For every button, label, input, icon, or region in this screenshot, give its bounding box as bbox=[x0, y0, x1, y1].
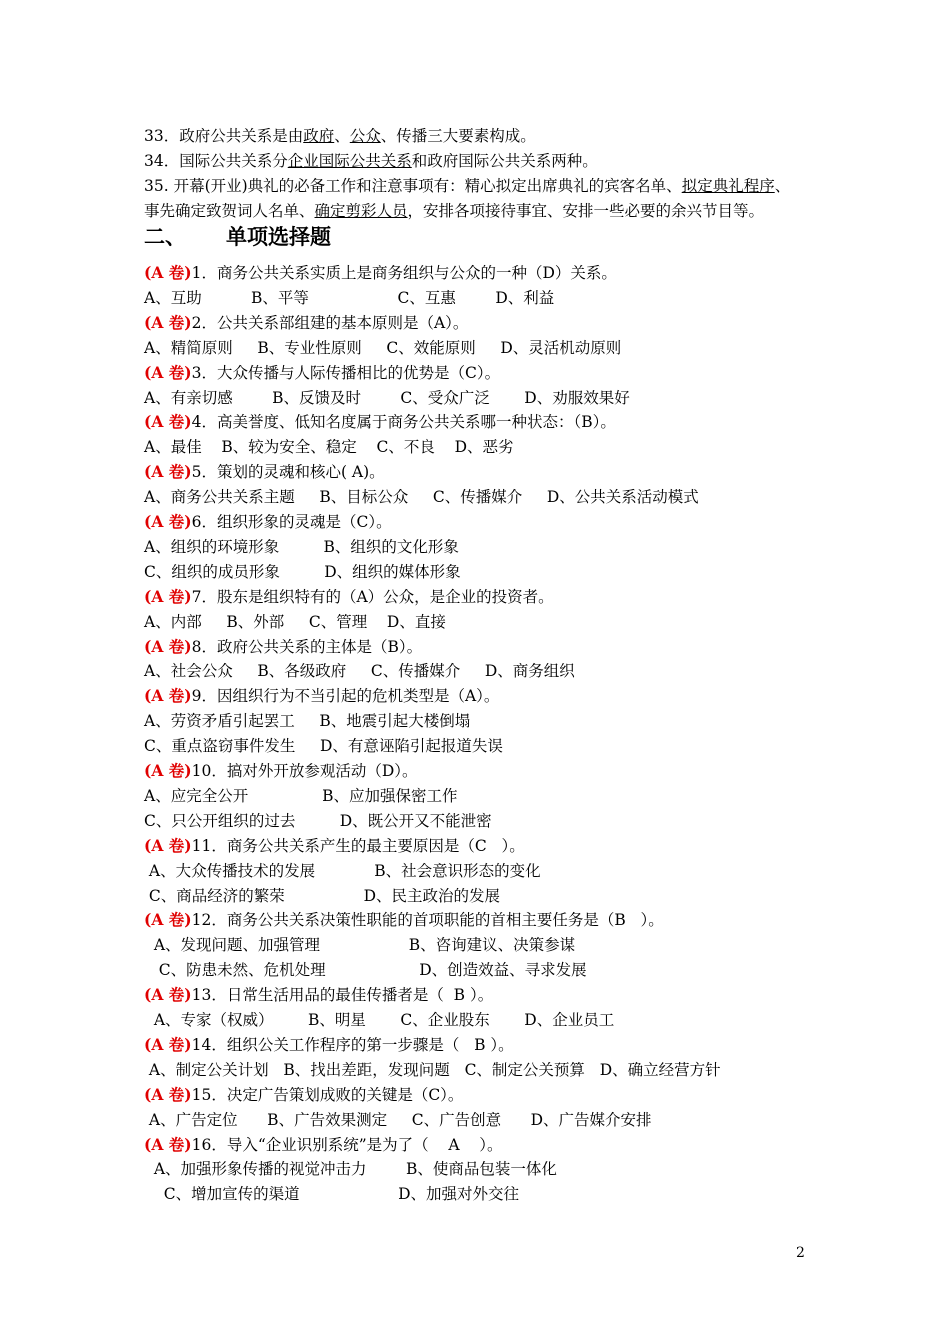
question-35-line1 bbox=[144, 174, 790, 198]
question-line bbox=[144, 908, 664, 932]
option-text: C、只公开组织的过去 D、既公开又不能泄密 bbox=[144, 811, 492, 830]
underlined-answer: 政府 bbox=[303, 127, 335, 145]
question-line bbox=[144, 684, 499, 708]
option-line bbox=[144, 1182, 519, 1206]
question-line bbox=[144, 834, 525, 858]
question-line bbox=[144, 510, 392, 534]
paper-tag: (A 卷) bbox=[144, 512, 192, 531]
page-number: 2 bbox=[796, 1245, 805, 1261]
option-text: A、发现问题、加强管理 B、咨询建议、决策参谋 bbox=[144, 936, 576, 955]
option-text: A、劳资矛盾引起罢工 B、地震引起大楼倒塌 bbox=[144, 712, 471, 731]
text: 、传播三大要素构成。 bbox=[380, 127, 536, 145]
question-line bbox=[144, 759, 418, 783]
option-text: A、应完全公开 B、应加强保密工作 bbox=[144, 786, 458, 805]
question-text: 8．政府公共关系的主体是（B）。 bbox=[191, 637, 423, 656]
question-text: 13．日常生活用品的最佳传播者是（ B ）。 bbox=[191, 986, 494, 1005]
option-line bbox=[144, 386, 630, 410]
option-line bbox=[144, 1058, 721, 1082]
paper-tag: (A 卷) bbox=[144, 462, 192, 482]
paper-tag: (A 卷) bbox=[144, 412, 192, 432]
question-line bbox=[144, 261, 617, 285]
option-line bbox=[144, 435, 514, 459]
paper-tag: (A 卷) bbox=[144, 362, 192, 382]
option-text: A、内部 B、外部 C、管理 D、直接 bbox=[144, 612, 446, 631]
question-line bbox=[144, 635, 422, 659]
option-line bbox=[144, 1157, 557, 1181]
paper-tag: (A 卷) bbox=[144, 910, 192, 930]
paper-tag: (A 卷) bbox=[144, 312, 192, 332]
option-text: A、精简原则 B、专业性原则 C、效能原则 D、灵活机动原则 bbox=[144, 338, 622, 357]
paper-tag: (A 卷) bbox=[144, 761, 192, 780]
section-heading bbox=[144, 222, 331, 252]
paper-tag: (A 卷) bbox=[144, 636, 192, 656]
paper-tag: (A 卷) bbox=[144, 835, 192, 855]
option-text: A、社会公众 B、各级政府 C、传播媒介 D、商务组织 bbox=[144, 662, 575, 681]
question-text: 11．商务公共关系产生的最主要原因是（C ）。 bbox=[191, 836, 525, 855]
option-text: A、制定公关计划 B、找出差距，发现问题 C、制定公关预算 D、确立经营方针 bbox=[144, 1060, 721, 1079]
question-line bbox=[144, 361, 500, 385]
option-text: A、大众传播技术的发展 B、社会意识形态的变化 bbox=[144, 861, 541, 880]
question-line bbox=[144, 1083, 463, 1107]
option-line bbox=[144, 784, 458, 808]
paper-tag: (A 卷) bbox=[144, 263, 192, 282]
option-text: C、商品经济的繁荣 D、民主政治的发展 bbox=[144, 886, 501, 905]
question-text: 12．商务公共关系决策性职能的首项职能的首相主要任务是（B ）。 bbox=[191, 911, 664, 930]
question-text: 9．因组织行为不当引起的危机类型是（A）。 bbox=[191, 687, 500, 706]
question-line bbox=[144, 410, 616, 434]
option-text: C、重点盗窃事件发生 D、有意诬陷引起报道失误 bbox=[144, 737, 503, 756]
option-text: A、最佳 B、较为安全、稳定 C、不良 D、恶劣 bbox=[144, 438, 514, 457]
text: 34．国际公共关系分 bbox=[144, 152, 288, 170]
option-line bbox=[144, 286, 554, 310]
option-line bbox=[144, 659, 575, 683]
option-line bbox=[144, 734, 503, 758]
option-text: A、商务公共关系主题 B、目标公众 C、传播媒介 D、公共关系活动模式 bbox=[144, 488, 699, 507]
option-line bbox=[144, 884, 500, 908]
question-line bbox=[144, 311, 468, 335]
paper-tag: (A 卷) bbox=[144, 586, 192, 606]
underlined-answer: 企业国际公共关系 bbox=[287, 152, 412, 170]
option-line bbox=[144, 535, 459, 559]
question-text: 14．组织公关工作程序的第一步骤是（ B ）。 bbox=[191, 1035, 514, 1054]
option-line bbox=[144, 933, 575, 957]
question-33 bbox=[144, 124, 536, 148]
option-line bbox=[144, 1108, 652, 1132]
text: 35. 开幕(开业)典礼的必备工作和注意事项有：精心拟定出席典礼的宾客名单、 bbox=[144, 177, 682, 195]
question-line bbox=[144, 460, 385, 484]
text: ，安排各项接待事宜、安排一些必要的余兴节目等。 bbox=[407, 202, 765, 220]
section-number: 二、 bbox=[144, 225, 186, 249]
question-line bbox=[144, 1133, 503, 1157]
question-line bbox=[144, 585, 554, 609]
option-line bbox=[144, 809, 492, 833]
option-line bbox=[144, 336, 621, 360]
question-text: 1．商务公共关系实质上是商务组织与公众的一种（D）关系。 bbox=[191, 264, 617, 282]
question-text: 15．决定广告策划成败的关键是（C）。 bbox=[191, 1085, 464, 1104]
question-text: 3．大众传播与人际传播相比的优势是（C）。 bbox=[191, 363, 501, 382]
option-line bbox=[144, 958, 587, 982]
option-line bbox=[144, 1008, 614, 1032]
option-text: C、组织的成员形象 D、组织的媒体形象 bbox=[144, 562, 461, 581]
option-line bbox=[144, 485, 699, 509]
question-text: 2．公共关系部组建的基本原则是（A）。 bbox=[191, 313, 469, 332]
option-line bbox=[144, 610, 446, 634]
underlined-answer: 公众 bbox=[349, 127, 381, 145]
option-text: A、有亲切感 B、反馈及时 C、受众广泛 D、劝服效果好 bbox=[144, 388, 630, 407]
text: 33．政府公共关系是由 bbox=[144, 127, 304, 145]
option-text: C、增加宣传的渠道 D、加强对外交往 bbox=[144, 1185, 520, 1204]
question-35-line2 bbox=[144, 199, 764, 223]
question-text: 16．导入“企业识别系统”是为了（ A ）。 bbox=[191, 1135, 503, 1154]
paper-tag: (A 卷) bbox=[144, 686, 192, 706]
text: 事先确定致贺词人名单、 bbox=[144, 202, 315, 220]
text: 、 bbox=[334, 127, 350, 145]
option-text: C、防患未然、危机处理 D、创造效益、寻求发展 bbox=[144, 961, 587, 980]
text: 和政府国际公共关系两种。 bbox=[411, 152, 598, 170]
paper-tag: (A 卷) bbox=[144, 1134, 192, 1154]
question-34 bbox=[144, 149, 598, 173]
question-text: 4．高美誉度、低知名度属于商务公共关系哪一种状态：（B）。 bbox=[191, 413, 616, 432]
section-title: 单项选择题 bbox=[226, 225, 331, 249]
option-text: A、加强形象传播的视觉冲击力 B、使商品包装一体化 bbox=[144, 1160, 557, 1179]
option-text: A、互助 B、平等 C、互惠 D、利益 bbox=[144, 288, 555, 307]
question-text: 10．搞对外开放参观活动（D）。 bbox=[191, 762, 418, 780]
paper-tag: (A 卷) bbox=[144, 1084, 192, 1104]
option-line bbox=[144, 709, 470, 733]
option-text: A、专家（权威） B、明星 C、企业股东 D、企业员工 bbox=[144, 1011, 615, 1029]
paper-tag: (A 卷) bbox=[144, 985, 192, 1005]
question-line bbox=[144, 1033, 514, 1057]
option-line bbox=[144, 859, 541, 883]
question-text: 5．策划的灵魂和核心( A)。 bbox=[191, 463, 385, 482]
question-text: 6．组织形象的灵魂是（C）。 bbox=[191, 513, 392, 531]
option-text: A、组织的环境形象 B、组织的文化形象 bbox=[144, 537, 459, 556]
question-line bbox=[144, 983, 493, 1007]
question-text: 7．股东是组织特有的（A）公众，是企业的投资者。 bbox=[191, 587, 554, 606]
paper-tag: (A 卷) bbox=[144, 1034, 192, 1054]
option-text: A、广告定位 B、广告效果测定 C、广告创意 D、广告媒介安排 bbox=[144, 1110, 652, 1129]
option-line bbox=[144, 560, 461, 584]
underlined-answer: 拟定典礼程序 bbox=[681, 177, 775, 195]
text: 、 bbox=[774, 177, 791, 195]
underlined-answer: 确定剪彩人员 bbox=[314, 202, 408, 220]
